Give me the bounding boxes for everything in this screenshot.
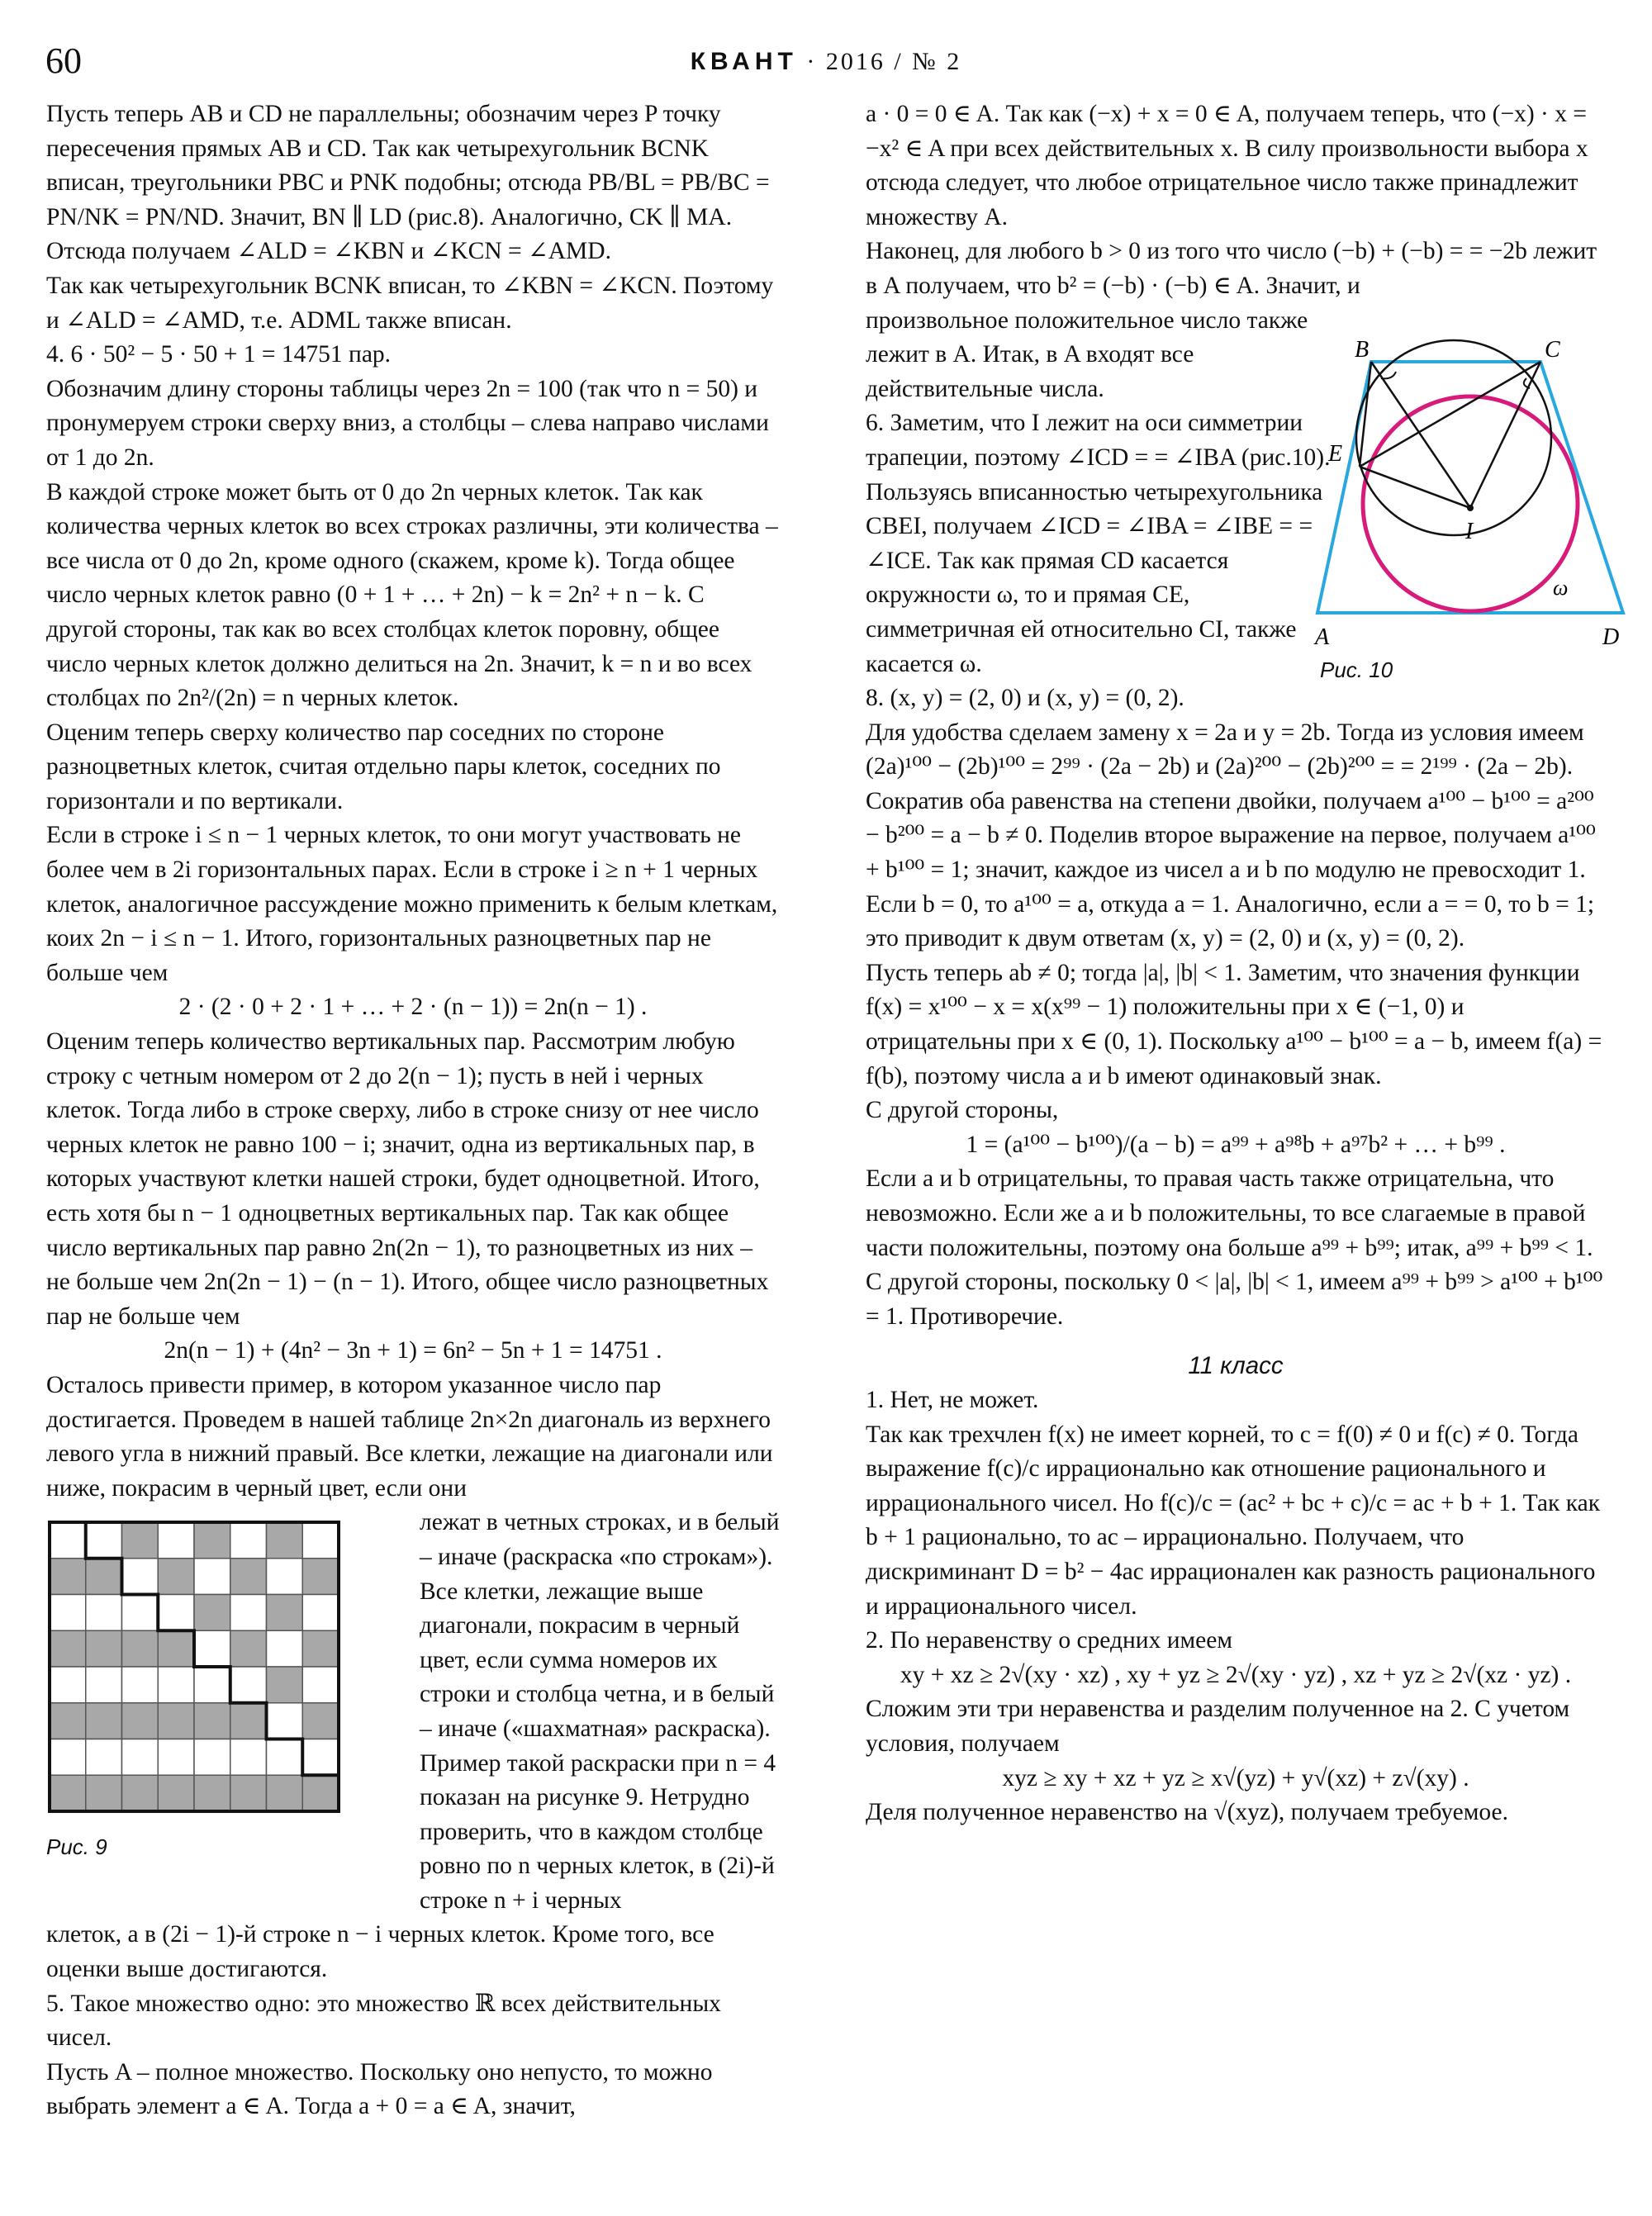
paragraph: Так как четырехугольник BCNK вписан, то ∠KBN = ∠KCN. Поэтому и ∠ALD = ∠AMD, т.е. ADML также вписан. <box>46 272 774 334</box>
grid-cell <box>158 1595 194 1631</box>
grid-cell <box>267 1776 303 1812</box>
figure-9 <box>46 1506 377 1918</box>
grid-cell <box>302 1631 339 1668</box>
segment <box>1470 362 1540 508</box>
paragraph: В каждой строке может быть от 0 до 2n черных клеток. Так как количества черных клеток во всех строках различны, эти количества – все числа от 0 до 2n, кроме одного (скажем, кроме k). Тогда общее число черных клеток равно (0 + 1 + … + 2n) − k = 2n² + n − k. С другой стороны, так как во всех столбцах клеток поровну, общее число черных клеток должно делиться на 2n. Значит, k = n и во всех столбцах по 2n²/(2n) = n черных клеток. <box>46 478 778 712</box>
paragraph: Наконец, для любого b > 0 из того что число (−b) + (−b) = = −2b лежит в A получаем, что b² = (−b) · (−b) ∈ A. Значит, и <box>866 238 1597 299</box>
grid-cell <box>230 1776 267 1812</box>
label-i: I <box>1465 519 1474 544</box>
problem-4-answer: 4. 6 · 50² − 5 · 50 + 1 = 14751 пар. <box>46 341 392 368</box>
grid-cell <box>194 1559 230 1595</box>
grid-cell <box>230 1703 267 1739</box>
segment <box>1360 467 1470 508</box>
paragraph: Пусть теперь ab ≠ 0; тогда |a|, |b| < 1. Заметим, что значения функции f(x) = x¹⁰⁰ − x = x(x⁹⁹ − 1) положительны при x ∈ (−1, 0) и отрицательны при x ∈ (0, 1). Поскольку a¹⁰⁰ − b¹⁰⁰ = a − b, имеем f(a) = f(b), поэтому числа a и b имеют одинаковый знак. <box>866 959 1602 1089</box>
grid-cell <box>194 1739 230 1776</box>
grid-cell <box>50 1703 86 1739</box>
paragraph: Так как трехчлен f(x) не имеет корней, то c = f(0) ≠ 0 и f(c) ≠ 0. Тогда выражение f(c)/c иррационально как отношение рационального и иррационального чисел. Но f(c)/c = (ac² + bc + c)/c = ac + b + 1. Так как b + 1 рационально, то ac – иррационально. Получаем, что дискриминант D = b² − 4ac иррационален как разность рационального и иррационального чисел. <box>866 1421 1601 1620</box>
paragraph: a · 0 = 0 ∈ A. Так как (−x) + x = 0 ∈ A, получаем теперь, что (−x) · x = −x² ∈ A при всех действительных x. В силу произвольности выбора x отсюда следует, что любое отрицательное число также принадлежит множеству A. <box>866 101 1588 230</box>
grid-cell <box>267 1703 303 1739</box>
grid-cell <box>86 1703 122 1739</box>
angle-mark-b <box>1381 372 1396 378</box>
paragraph: Оценим теперь количество вертикальных пар. Рассмотрим любую строку с четным номером от 2 до 2(n − 1); пусть в ней i черных клеток. Тогда либо в строке сверху, либо в строке снизу от нее число черных клеток не равно 100 − i; значит, одна из вертикальных пар, в которых участвуют клетки нашей строки, будет одноцветной. Итого, есть хотя бы n − 1 одноцветных вертикальных пар. Так как общее число вертикальных пар равно 2n(2n − 1), то разноцветных из них – не больше чем 2n(2n − 1) − (n − 1). Итого, общее число разноцветных пар не больше чем <box>46 1028 769 1330</box>
paragraph: Оценим теперь сверху количество пар соседних по стороне разноцветных клеток, считая отдельно пары клеток, соседних по горизонтали и по вертикали. <box>46 719 721 814</box>
paragraph: Обозначим длину стороны таблицы через 2n = 100 (так что n = 50) и пронумеруем строки сверху вниз, а столбцы – слева направо числами от 1 до 2n. <box>46 375 769 471</box>
grid-cell <box>158 1522 194 1559</box>
grid-cell <box>194 1667 230 1703</box>
grid-cell <box>122 1776 159 1812</box>
grid-cell <box>122 1631 159 1668</box>
grid-cell <box>267 1522 303 1559</box>
grid-cell <box>158 1559 194 1595</box>
grid-cell <box>50 1631 86 1668</box>
grid-cell <box>122 1739 159 1776</box>
grid-cell <box>86 1667 122 1703</box>
grid-cell <box>267 1595 303 1631</box>
grid-cell <box>267 1667 303 1703</box>
label-c: C <box>1545 337 1560 363</box>
incircle-omega <box>1363 396 1578 611</box>
journal-title: КВАНТ <box>690 48 798 75</box>
grid-cell <box>302 1522 339 1559</box>
paragraph: С другой стороны, <box>866 1097 1059 1124</box>
grid-cell <box>158 1739 194 1776</box>
grid-cell <box>230 1631 267 1668</box>
paragraph: Если в строке i ≤ n − 1 черных клеток, то они могут участвовать не более чем в 2i горизонтальных парах. Если в строке i ≥ n + 1 черных клеток, аналогичное рассуждение можно применить к белым клеткам, коих 2n − i ≤ n − 1. Итого, горизонтальных разноцветных пар не больше чем <box>46 822 778 986</box>
figure-10 <box>1313 330 1627 677</box>
label-a: A <box>1315 624 1330 650</box>
grid-cell <box>158 1667 194 1703</box>
grid-cell <box>86 1739 122 1776</box>
formula: 2n(n − 1) + (4n² − 3n + 1) = 6n² − 5n + 1 = 14751 . <box>164 1337 662 1364</box>
problem-1-answer: 1. Нет, не может. <box>866 1386 1039 1413</box>
grid-cell <box>302 1739 339 1776</box>
figure-9-grid <box>46 1519 342 1815</box>
grid-cell <box>122 1595 159 1631</box>
grid-cell <box>302 1776 339 1812</box>
grid-cell <box>267 1631 303 1668</box>
grid-cell <box>230 1522 267 1559</box>
formula: 1 = (a¹⁰⁰ − b¹⁰⁰)/(a − b) = a⁹⁹ + a⁹⁸b + a⁹⁷b² + … + b⁹⁹ . <box>966 1131 1506 1158</box>
grid-cell <box>194 1522 230 1559</box>
paragraph: Если a и b отрицательны, то правая часть также отрицательна, что невозможно. Если же a и b положительны, то все слагаемые в правой части положительны, поэтому она больше a⁹⁹ + b⁹⁹; итак, a⁹⁹ + b⁹⁹ < 1. С другой стороны, поскольку 0 < |a|, |b| < 1, имеем a⁹⁹ + b⁹⁹ > a¹⁰⁰ + b¹⁰⁰ = 1. Противоречие. <box>866 1165 1603 1330</box>
grid-cell <box>194 1776 230 1812</box>
grid-cell <box>122 1522 159 1559</box>
problem-8-answer: 8. (x, y) = (2, 0) и (x, y) = (0, 2). <box>866 685 1184 712</box>
label-omega: ω <box>1553 576 1569 600</box>
paragraph: Для удобства сделаем замену x = 2a и y = 2b. Тогда из условия имеем (2a)¹⁰⁰ − (2b)¹⁰⁰ = 2⁹⁹ · (2a − 2b) и (2a)²⁰⁰ − (2b)²⁰⁰ = = 2¹⁹⁹ · (2a − 2b). Сократив оба равенства на степени двойки, получаем a¹⁰⁰ − b¹⁰⁰ = a²⁰⁰ − b²⁰⁰ = a − b ≠ 0. Поделив второе выражение на первое, получаем a¹⁰⁰ + b¹⁰⁰ = 1; значит, каждое из чисел a и b по модулю не превосходит 1. <box>866 719 1596 884</box>
grid-cell <box>86 1631 122 1668</box>
paragraph: произвольное положительное число также лежит в A. Итак, в A входят все действительные числа. <box>866 306 1308 402</box>
grid-cell <box>230 1667 267 1703</box>
grid-cell <box>122 1703 159 1739</box>
segment <box>1360 362 1540 467</box>
grid-cell <box>158 1703 194 1739</box>
paragraph: Пусть теперь AB и CD не параллельны; обозначим через P точку пересечения прямых AB и CD. Так как четырехугольник BCNK вписан, треугольники PBC и PNK подобны; отсюда PB/BL = PB/BC = PN/NK = PN/ND. Значит, BN ∥ LD (рис.8). Аналогично, CK ∥ MA. Отсюда получаем ∠ALD = ∠KBN и ∠KCN = ∠AMD. <box>46 101 770 265</box>
formula: xy + xz ≥ 2√(xy · xz) , xy + yz ≥ 2√(xy · yz) , xz + yz ≥ 2√(xz · yz) . <box>900 1661 1572 1688</box>
grid-cell <box>302 1595 339 1631</box>
figure-10-caption: Рис. 10 <box>1320 657 1393 682</box>
paragraph: Пусть A – полное множество. Поскольку оно непусто, то можно выбрать элемент a ∈ A. Тогда a + 0 = a ∈ A, значит, <box>46 2058 713 2120</box>
figure-9-block <box>46 1506 780 1918</box>
grid-cell <box>50 1739 86 1776</box>
label-e: E <box>1328 441 1343 467</box>
grid-cell <box>86 1776 122 1812</box>
grid-cell <box>86 1595 122 1631</box>
paragraph: клеток, а в (2i − 1)-й строке n − i черных клеток. Кроме того, все оценки выше достигаются. <box>46 1921 714 1983</box>
left-column <box>46 97 780 2124</box>
formula: 2 · (2 · 0 + 2 · 1 + … + 2 · (n − 1)) = 2n(n − 1) . <box>178 994 648 1021</box>
problem-5-answer: 5. Такое множество одно: это множество ℝ всех действительных чисел. <box>46 1990 721 2052</box>
grid-cell <box>86 1522 122 1559</box>
label-d: D <box>1602 624 1620 650</box>
grid-cell <box>86 1559 122 1595</box>
point-i <box>1467 505 1474 511</box>
grid-cell <box>122 1667 159 1703</box>
grid-cell <box>50 1595 86 1631</box>
paragraph: Осталось привести пример, в котором указанное число пар достигается. Проведем в нашей таблице 2n×2n диагональ из верхнего левого угла в нижний правый. Все клетки, лежащие на диагонали или ниже, покрасим в черный цвет, если они <box>46 1371 773 1502</box>
grid-cell <box>230 1595 267 1631</box>
formula: xyz ≥ xy + xz + yz ≥ x√(yz) + y√(xz) + z√(xy) . <box>1002 1764 1469 1791</box>
section-heading-grade-11: 11 класс <box>1188 1352 1284 1380</box>
grid-cell <box>50 1522 86 1559</box>
grid-cell <box>50 1776 86 1812</box>
journal-header <box>0 48 1652 76</box>
grid-cell <box>302 1703 339 1739</box>
grid-cell <box>194 1631 230 1668</box>
grid-cell <box>50 1559 86 1595</box>
journal-issue: · 2016 / № 2 <box>806 48 962 75</box>
grid-cell <box>194 1703 230 1739</box>
problem-2: 2. По неравенству о средних имеем <box>866 1627 1233 1654</box>
paragraph: Сложим эти три неравенства и разделим полученное на 2. С учетом условия, получаем <box>866 1696 1570 1757</box>
grid-cell <box>158 1776 194 1812</box>
page-number: 60 <box>45 40 82 81</box>
grid-cell <box>50 1667 86 1703</box>
label-b: B <box>1355 337 1370 363</box>
figure-9-caption: Рис. 9 <box>46 1834 107 1859</box>
grid-cell <box>230 1559 267 1595</box>
paragraph: Деля полученное неравенство на √(xyz), получаем требуемое. <box>866 1799 1508 1826</box>
grid-cell <box>122 1559 159 1595</box>
grid-cell <box>230 1739 267 1776</box>
paragraph: лежат в четных строках, и в белый – иначе (раскраска «по строкам»). Все клетки, лежащие выше диагонали, покрасим в черный цвет, если сумма номеров их строки и столбца четна, и в белый – иначе («шахматная» раскраска). Пример такой раскраски при n = 4 показан на рисунке 9. Нетрудно проверить, что в каждом столбце ровно по n черных клеток, в (2i)-й строке n + i черных <box>420 1509 780 1914</box>
grid-cell <box>302 1559 339 1595</box>
grid-cell <box>267 1739 303 1776</box>
grid-cell <box>302 1667 339 1703</box>
grid-cell <box>158 1631 194 1668</box>
paragraph: Если b = 0, то a¹⁰⁰ = a, откуда a = 1. Аналогично, если a = = 0, то b = 1; это приводит к двум ответам (x, y) = (2, 0) и (x, y) = (0, 2). <box>866 890 1595 952</box>
problem-6: 6. Заметим, что I лежит на оси симметрии трапеции, поэтому ∠ICD = = ∠IBA (рис.10). Пользуясь вписанностью четырехугольника CBEI, получаем ∠ICD = ∠IBA = ∠IBE = = ∠ICE. Так как прямая CD касается окружности ω, то и прямая CE, симметричная ей относительно CI, также касается ω. <box>866 410 1331 677</box>
grid-cell <box>267 1559 303 1595</box>
grid-cell <box>194 1595 230 1631</box>
